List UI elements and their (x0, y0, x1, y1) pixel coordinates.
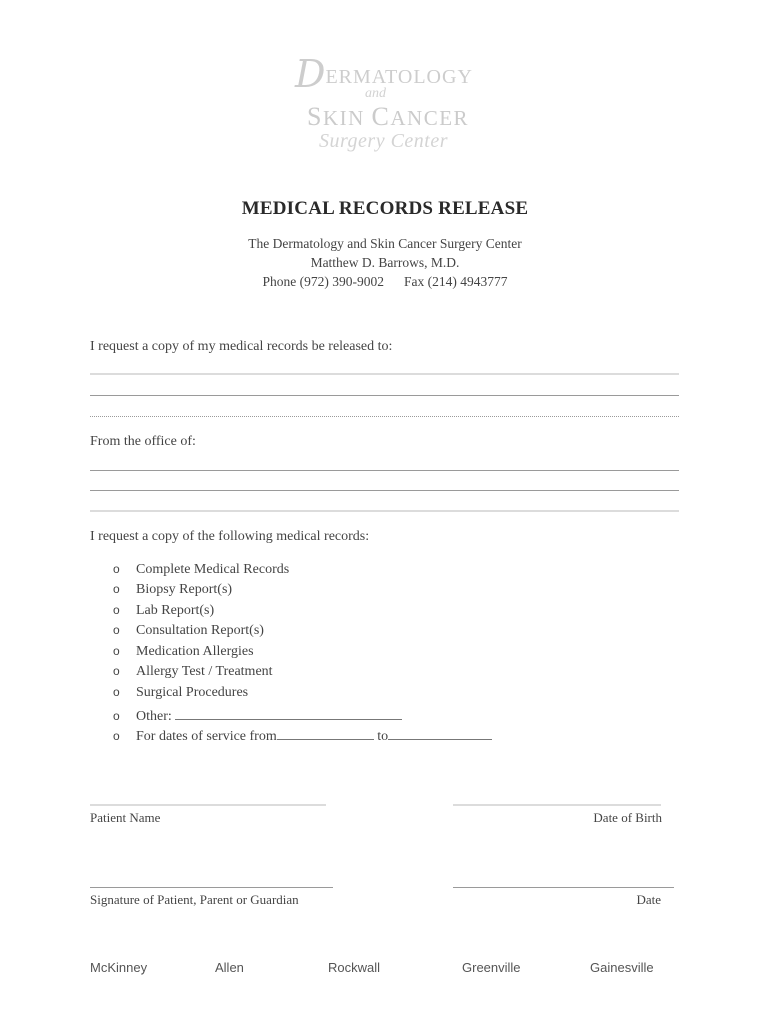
date-of-birth-line[interactable] (453, 804, 661, 806)
logo-line-skin-cancer (307, 102, 469, 132)
from-office-line-1[interactable] (90, 470, 679, 471)
logo-initial-s: S (307, 102, 323, 131)
record-option-label: Consultation Report(s) (136, 623, 264, 638)
checkbox-bullet-icon[interactable]: o (113, 603, 120, 617)
release-to-label: I request a copy of my medical records be released to: (90, 339, 393, 354)
dates-from-input-line[interactable] (277, 726, 374, 740)
release-to-line-2[interactable] (90, 395, 679, 396)
footer-location-greenville: Greenville (462, 960, 521, 975)
checkbox-bullet-icon[interactable]: o (113, 644, 120, 658)
date-line[interactable] (453, 887, 674, 888)
contact-info (0, 274, 770, 290)
footer-location-allen: Allen (215, 960, 244, 975)
footer-location-mckinney: McKinney (90, 960, 148, 975)
checkbox-bullet-icon[interactable]: o (113, 709, 120, 723)
fax-number: Fax (214) 4943777 (404, 274, 508, 289)
footer-location-rockwall: Rockwall (328, 960, 381, 975)
dates-from-label: For dates of service from (136, 729, 277, 744)
record-option-label: Complete Medical Records (136, 562, 290, 577)
logo-text-ermatology: ERMATOLOGY (325, 66, 473, 88)
records-request-label: I request a copy of the following medical records: (90, 529, 370, 544)
date-of-birth-label: Date of Birth (593, 810, 662, 825)
other-input-line[interactable] (175, 706, 402, 720)
record-option-lab[interactable] (113, 603, 214, 623)
checkbox-bullet-icon[interactable]: o (113, 685, 120, 699)
record-option-dates[interactable] (113, 726, 492, 746)
dates-to-label: to (377, 729, 389, 744)
record-option-label: Lab Report(s) (136, 603, 215, 618)
record-option-biopsy[interactable] (113, 582, 232, 602)
signature-line[interactable] (90, 887, 333, 888)
from-office-line-3[interactable] (90, 510, 679, 512)
logo-text-kin: KIN (322, 106, 372, 130)
record-option-label: Surgical Procedures (136, 685, 249, 700)
patient-name-line[interactable] (90, 804, 326, 806)
logo-line-surgery-center: Surgery Center (319, 130, 449, 152)
logo-text-ancer: ANCER (390, 106, 470, 130)
checkbox-bullet-icon[interactable]: o (113, 562, 120, 576)
checkbox-bullet-icon[interactable]: o (113, 664, 120, 678)
signature-label: Signature of Patient, Parent or Guardian (90, 892, 299, 907)
practice-name: The Dermatology and Skin Cancer Surgery Center (248, 236, 522, 251)
other-label: Other: (136, 709, 172, 724)
dates-to-input-line[interactable] (388, 726, 492, 740)
checkbox-bullet-icon[interactable]: o (113, 729, 120, 743)
logo-initial-d: D (295, 52, 326, 96)
footer-location-gainesville: Gainesville (590, 960, 654, 975)
phone-number: Phone (972) 390-9002 (262, 274, 384, 289)
record-option-medication-allergies[interactable] (113, 644, 254, 664)
practice-logo (285, 48, 485, 158)
record-option-label: Allergy Test / Treatment (136, 664, 273, 679)
logo-initial-c: C (371, 102, 391, 131)
record-option-other[interactable] (113, 706, 402, 726)
date-label: Date (636, 892, 661, 907)
record-option-consultation[interactable] (113, 623, 264, 643)
record-option-label: Biopsy Report(s) (136, 582, 233, 597)
patient-name-label: Patient Name (90, 810, 161, 825)
doctor-name: Matthew D. Barrows, M.D. (310, 255, 460, 270)
from-office-label: From the office of: (90, 434, 196, 449)
record-option-complete[interactable] (113, 562, 289, 582)
logo-line-and: and (365, 86, 386, 101)
checkbox-bullet-icon[interactable]: o (113, 623, 120, 637)
record-option-allergy-test[interactable] (113, 664, 273, 684)
from-office-line-2[interactable] (90, 490, 679, 491)
document-title: MEDICAL RECORDS RELEASE (241, 198, 529, 219)
record-option-surgical[interactable] (113, 685, 248, 705)
record-option-label: Medication Allergies (136, 644, 254, 659)
release-to-line-1[interactable] (90, 373, 679, 375)
release-to-line-3[interactable] (90, 416, 679, 417)
checkbox-bullet-icon[interactable]: o (113, 582, 120, 596)
